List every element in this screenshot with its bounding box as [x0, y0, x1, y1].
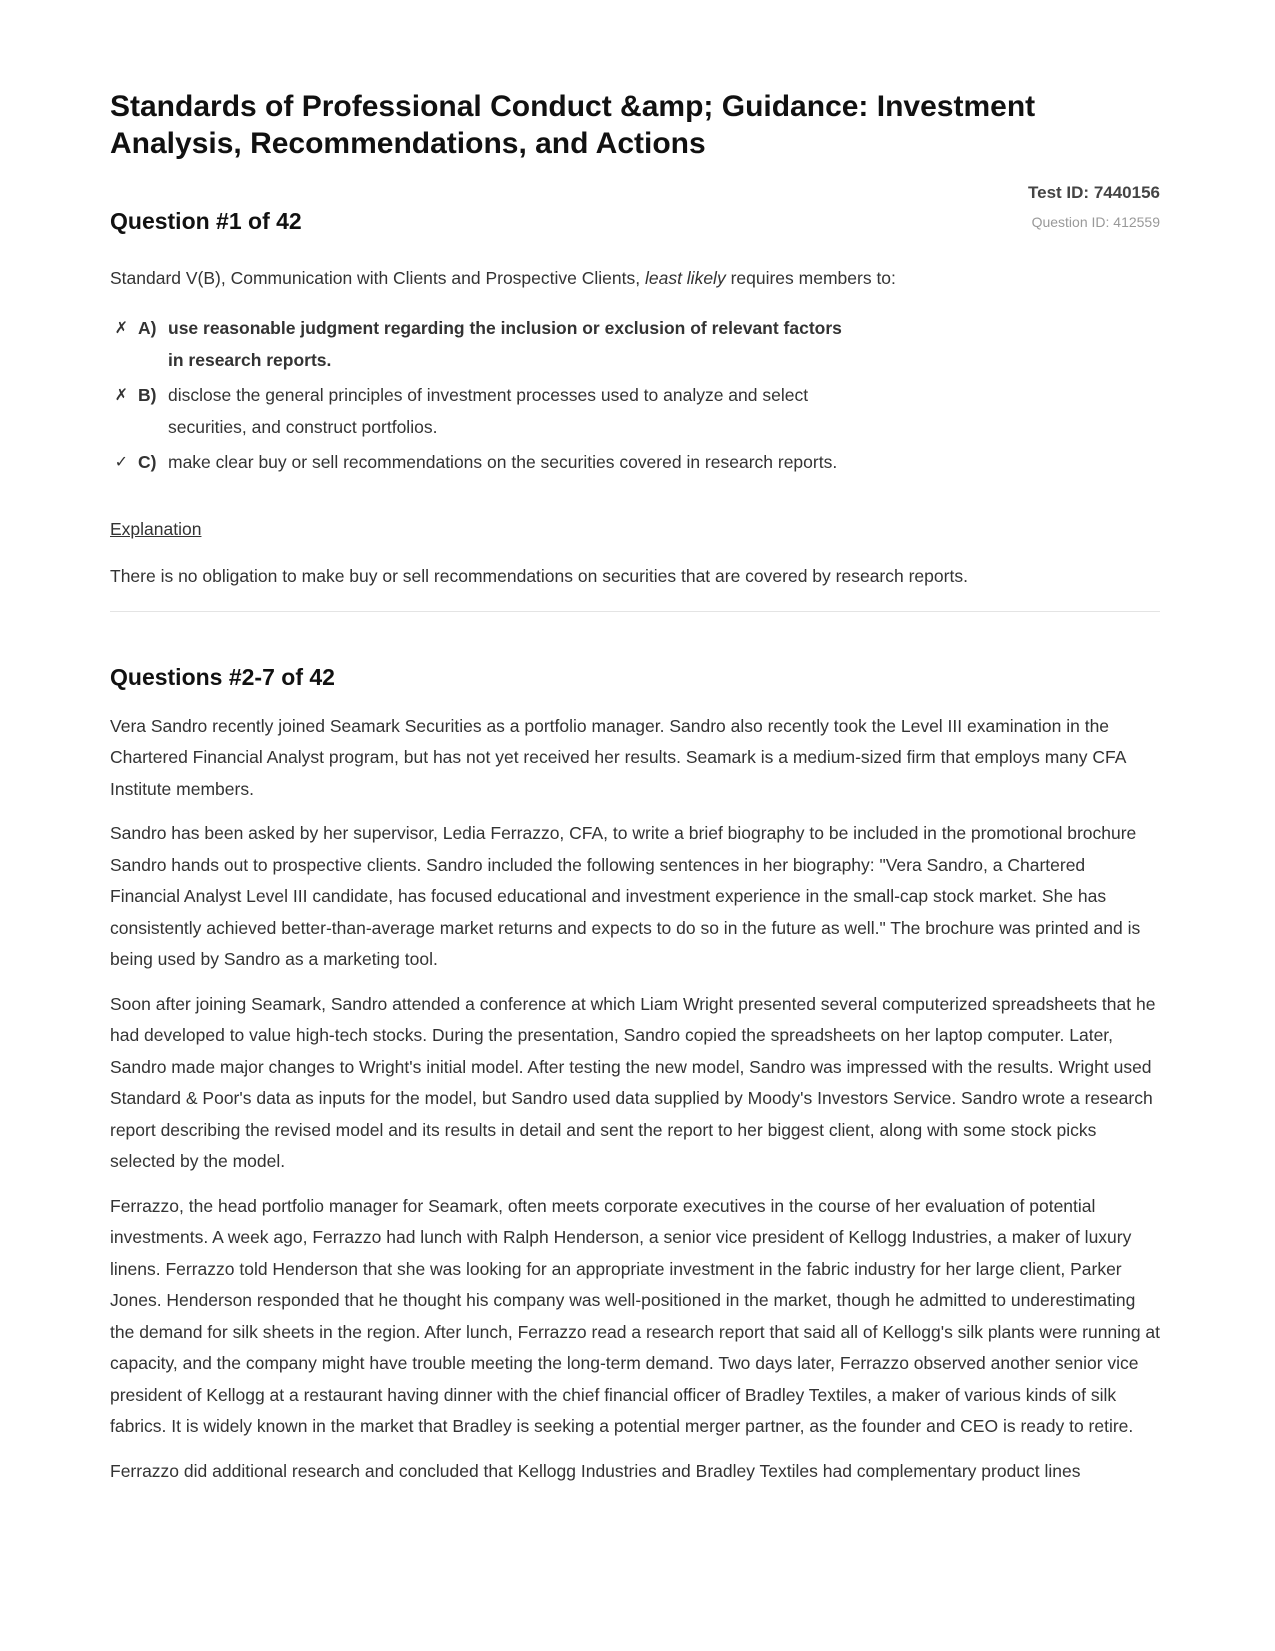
incorrect-x-icon: ✗	[114, 387, 128, 404]
test-id: Test ID: 7440156	[1028, 183, 1160, 202]
test-meta	[1028, 182, 1160, 230]
question-2-7-heading: Questions #2-7 of 42	[110, 663, 335, 690]
answer-choice-b[interactable]	[110, 380, 1160, 443]
correct-check-icon: ✓	[114, 454, 128, 471]
choice-text: make clear buy or sell recommendations on the securities covered in research reports.	[168, 452, 838, 472]
incorrect-x-icon: ✗	[114, 320, 128, 337]
question-id: Question ID: 412559	[1031, 214, 1160, 230]
explanation-link[interactable]: Explanation	[110, 518, 202, 539]
case-paragraph-4: Ferrazzo, the head portfolio manager for Seamark, often meets corporate executives in the course of her evaluation of potential investments. A week ago, Ferrazzo had lunch with Ralph Henderson, a senior vice president of Kellogg Industries, a maker of luxury linens. Ferrazzo told Henderson that she was looking for an appropriate investment in the fabric industry for her large client, Parker Jones. Henderson responded that he thought his company was well-positioned in the market, though he admitted to underestimating the demand for silk sheets in the region. After lunch, Ferrazzo read a research report that said all of Kellogg's silk plants were running at capacity, and the company might have trouble meeting the long-term demand. Two days later, Ferrazzo observed another senior vice president of Kellogg at a restaurant having dinner with the chief financial officer of Bradley Textiles, a maker of various kinds of silk fabrics. It is widely known in the market that Bradley is seeking a potential merger partner, as the founder and CEO is ready to retire.	[110, 1195, 1161, 1436]
page-title: Standards of Professional Conduct &amp; Guidance: Investment Analysis, Recommendations, and Actions	[110, 90, 1036, 160]
answer-choice-a[interactable]	[110, 313, 1160, 376]
stem-text-after: requires members to:	[725, 268, 896, 288]
case-paragraph-1: Vera Sandro recently joined Seamark Securities as a portfolio manager. Sandro also recently took the Level III examination in the Chartered Financial Analyst program, but has not yet received her results. Seamark is a medium-sized firm that employs many CFA Institute members.	[110, 715, 1126, 799]
question-1-stem	[110, 267, 1160, 289]
answer-choices	[110, 313, 1160, 479]
question-1-heading: Question #1 of 42	[110, 208, 302, 234]
case-paragraph-2: Sandro has been asked by her supervisor, Ledia Ferrazzo, CFA, to write a brief biography to be included in the promotional brochure Sandro hands out to prospective clients. Sandro included the following sentences in her biography: "Vera Sandro, a Chartered Financial Analyst Level III candidate, has focused educational and investment experience in the small-cap stock market. She has consistently achieved better-than-average market returns and expects to do so in the future as well." The brochure was printed and is being used by Sandro as a marketing tool.	[110, 823, 1141, 969]
explanation-text: There is no obligation to make buy or sell recommendations on securities that are covered by research reports.	[110, 565, 968, 586]
case-paragraph-3: Soon after joining Seamark, Sandro attended a conference at which Liam Wright presented several computerized spreadsheets that he had developed to value high-tech stocks. During the presentation, Sandro copied the spreadsheets on her laptop computer. Later, Sandro made major changes to Wright's initial model. After testing the new model, Sandro was impressed with the results. Wright used Standard & Poor's data as inputs for the model, but Sandro used data supplied by Moody's Investors Service. Sandro wrote a research report describing the revised model and its results in detail and sent the report to her biggest client, along with some stock picks selected by the model.	[110, 993, 1156, 1171]
answer-choice-c[interactable]	[110, 447, 1160, 479]
case-paragraph-5: Ferrazzo did additional research and concluded that Kellogg Industries and Bradley Textiles had complementary product lines	[110, 1460, 1081, 1481]
choice-letter: B)	[138, 385, 157, 405]
choice-letter: A)	[138, 318, 157, 338]
section-divider	[110, 611, 1160, 612]
choice-text: disclose the general principles of investment processes used to analyze and select securities, and construct portfolios.	[168, 385, 809, 437]
document-page	[110, 88, 1160, 1487]
stem-emphasis: least likely	[644, 268, 726, 288]
stem-text-before: Standard V(B), Communication with Clients and Prospective Clients,	[110, 268, 645, 288]
choice-text: use reasonable judgment regarding the inclusion or exclusion of relevant factors in research reports.	[168, 318, 842, 370]
choice-letter: C)	[138, 452, 157, 472]
